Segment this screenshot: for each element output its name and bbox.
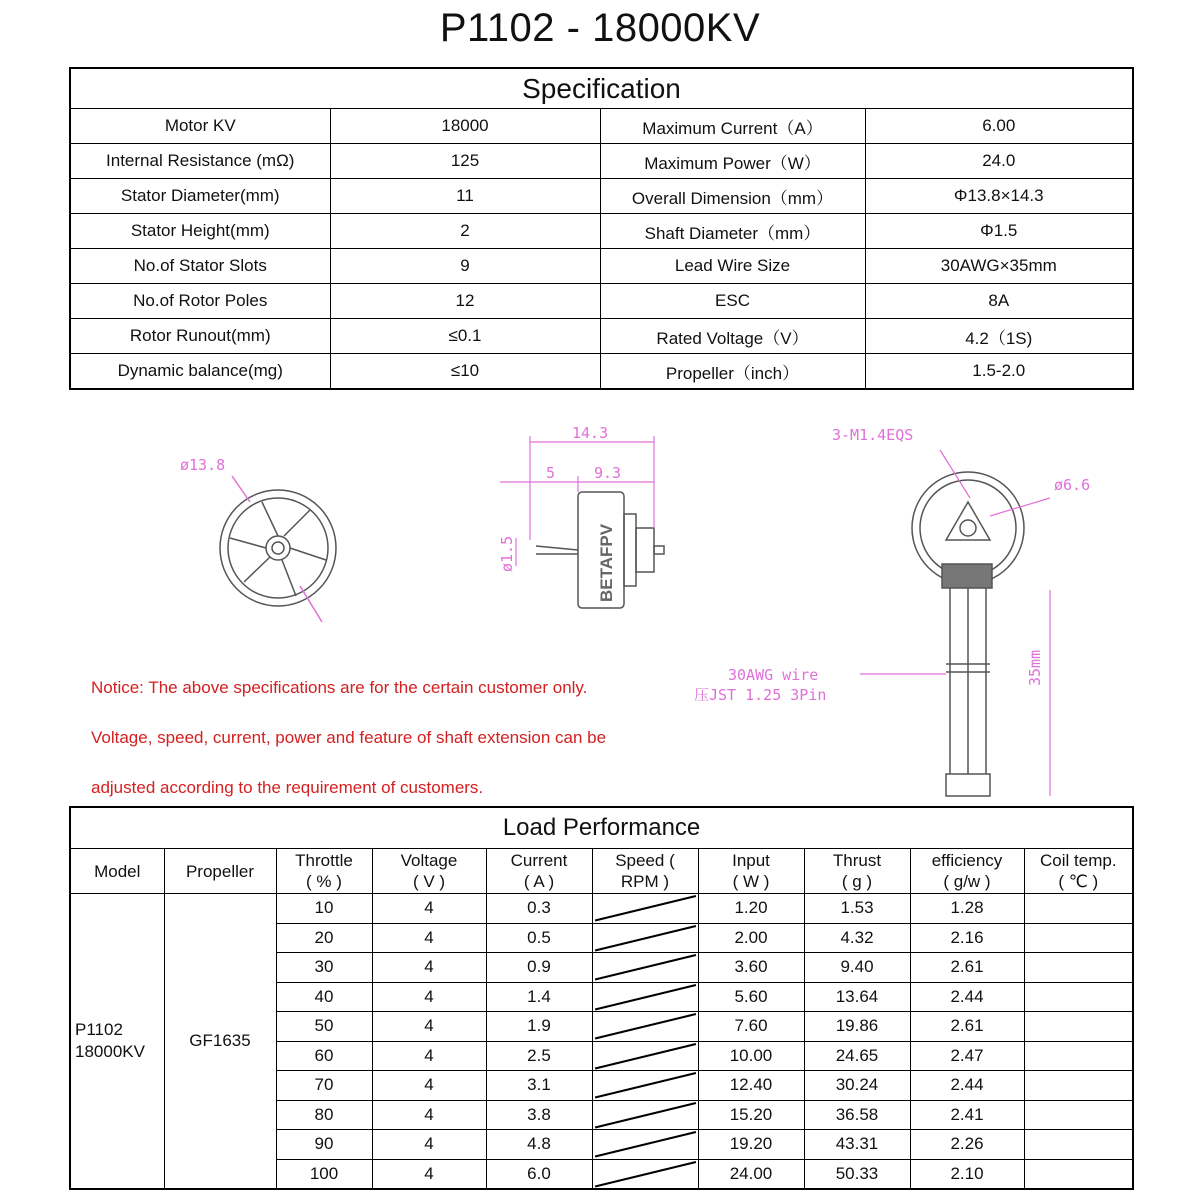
perf-cell: 13.64 xyxy=(804,982,910,1012)
perf-cell: 19.20 xyxy=(698,1130,804,1160)
spec-cell: Rotor Runout(mm) xyxy=(70,319,330,354)
perf-column-header: Voltage ( V ) xyxy=(372,849,486,894)
notice-line-2: Voltage, speed, current, power and feature of shaft extension can be xyxy=(91,728,607,747)
spec-cell: 8A xyxy=(865,284,1133,319)
spec-cell: Stator Height(mm) xyxy=(70,214,330,249)
perf-rows xyxy=(70,894,1133,1190)
perf-cell: 2.00 xyxy=(698,923,804,953)
notice-line-3: adjusted according to the requirement of customers. xyxy=(91,778,484,797)
perf-cell: 4.32 xyxy=(804,923,910,953)
coil-temp-cell xyxy=(1024,1159,1133,1189)
spec-cell: Internal Resistance (mΩ) xyxy=(70,144,330,179)
perf-column-header: Throttle ( % ) xyxy=(276,849,372,894)
speed-cell-struck xyxy=(592,923,698,953)
perf-cell: 3.60 xyxy=(698,953,804,983)
perf-column-header: Coil temp. ( ℃ ) xyxy=(1024,849,1133,894)
perf-cell: 19.86 xyxy=(804,1012,910,1042)
spec-cell: 6.00 xyxy=(865,109,1133,144)
perf-cell: 30.24 xyxy=(804,1071,910,1101)
speed-cell-struck xyxy=(592,953,698,983)
spec-cell: 1.5-2.0 xyxy=(865,354,1133,390)
perf-column-header: Propeller xyxy=(164,849,276,894)
perf-cell: 4 xyxy=(372,953,486,983)
spec-row xyxy=(70,214,1133,249)
perf-column-header: Speed ( RPM ) xyxy=(592,849,698,894)
perf-cell: 2.41 xyxy=(910,1100,1024,1130)
spec-row xyxy=(70,284,1133,319)
spec-row xyxy=(70,109,1133,144)
coil-temp-cell xyxy=(1024,953,1133,983)
perf-heading: Load Performance xyxy=(70,807,1133,849)
perf-cell: 43.31 xyxy=(804,1130,910,1160)
spec-cell: Dynamic balance(mg) xyxy=(70,354,330,390)
perf-cell: 2.44 xyxy=(910,1071,1024,1101)
spec-cell: No.of Rotor Poles xyxy=(70,284,330,319)
perf-column-header: Model xyxy=(70,849,164,894)
spec-cell: 11 xyxy=(330,179,600,214)
perf-cell: 50.33 xyxy=(804,1159,910,1189)
perf-column-header: Input ( W ) xyxy=(698,849,804,894)
perf-cell: 1.20 xyxy=(698,894,804,924)
speed-cell-struck xyxy=(592,1100,698,1130)
perf-cell: 3.1 xyxy=(486,1071,592,1101)
perf-cell: 10.00 xyxy=(698,1041,804,1071)
connector-label: 压JST 1.25 3Pin xyxy=(694,686,827,704)
perf-cell: 7.60 xyxy=(698,1012,804,1042)
speed-cell-struck xyxy=(592,894,698,924)
perf-cell: 3.8 xyxy=(486,1100,592,1130)
coil-temp-cell xyxy=(1024,982,1133,1012)
spec-cell: ≤10 xyxy=(330,354,600,390)
perf-cell: 2.47 xyxy=(910,1041,1024,1071)
perf-cell: 9.40 xyxy=(804,953,910,983)
spec-cell: Rated Voltage（V） xyxy=(600,319,865,354)
spec-cell: Overall Dimension（mm） xyxy=(600,179,865,214)
perf-cell: 4 xyxy=(372,1100,486,1130)
perf-cell: 6.0 xyxy=(486,1159,592,1189)
perf-cell: 4 xyxy=(372,923,486,953)
perf-cell: 2.26 xyxy=(910,1130,1024,1160)
speed-cell-struck xyxy=(592,1012,698,1042)
perf-cell: 4 xyxy=(372,894,486,924)
spec-cell: Lead Wire Size xyxy=(600,249,865,284)
perf-column-header: Thrust ( g ) xyxy=(804,849,910,894)
perf-cell: 70 xyxy=(276,1071,372,1101)
spec-row xyxy=(70,179,1133,214)
rear-diameter-label: ø6.6 xyxy=(1054,476,1091,494)
spec-row xyxy=(70,319,1133,354)
spec-cell: Motor KV xyxy=(70,109,330,144)
perf-cell: 4 xyxy=(372,1071,486,1101)
perf-cell: 4 xyxy=(372,1159,486,1189)
perf-cell: 4 xyxy=(372,1130,486,1160)
model-cell: P1102 18000KV xyxy=(70,894,164,1190)
spec-cell: Φ13.8×14.3 xyxy=(865,179,1133,214)
spec-row xyxy=(70,249,1133,284)
perf-cell: 2.61 xyxy=(910,1012,1024,1042)
spec-row xyxy=(70,144,1133,179)
perf-cell: 0.9 xyxy=(486,953,592,983)
spec-cell: 18000 xyxy=(330,109,600,144)
perf-cell: 2.10 xyxy=(910,1159,1024,1189)
segment2-label: 9.3 xyxy=(594,464,622,482)
perf-cell: 2.61 xyxy=(910,953,1024,983)
perf-cell: 4.8 xyxy=(486,1130,592,1160)
screw-label: 3-M1.4EQS xyxy=(832,426,914,444)
coil-temp-cell xyxy=(1024,1071,1133,1101)
perf-cell: 60 xyxy=(276,1041,372,1071)
segment1-label: 5 xyxy=(546,464,556,482)
spec-cell: 30AWG×35mm xyxy=(865,249,1133,284)
perf-cell: 100 xyxy=(276,1159,372,1189)
shaft-diameter-label: ø1.5 xyxy=(498,535,516,572)
spec-cell: 9 xyxy=(330,249,600,284)
perf-cell: 4 xyxy=(372,1041,486,1071)
perf-cell: 90 xyxy=(276,1130,372,1160)
coil-temp-cell xyxy=(1024,1012,1133,1042)
speed-cell-struck xyxy=(592,1071,698,1101)
coil-temp-cell xyxy=(1024,1130,1133,1160)
perf-cell: 36.58 xyxy=(804,1100,910,1130)
perf-cell: 1.28 xyxy=(910,894,1024,924)
perf-cell: 12.40 xyxy=(698,1071,804,1101)
perf-cell: 0.5 xyxy=(486,923,592,953)
length-label: 14.3 xyxy=(572,424,609,442)
spec-cell: Stator Diameter(mm) xyxy=(70,179,330,214)
perf-cell: 10 xyxy=(276,894,372,924)
perf-cell: 0.3 xyxy=(486,894,592,924)
motor-drawings xyxy=(0,410,1200,810)
page-title: P1102 - 18000KV xyxy=(439,6,761,50)
speed-cell-struck xyxy=(592,1159,698,1189)
notice-line-1: Notice: The above specifications are for the certain customer only. xyxy=(91,678,588,697)
coil-temp-cell xyxy=(1024,1100,1133,1130)
perf-cell: 2.16 xyxy=(910,923,1024,953)
spec-cell: Shaft Diameter（mm） xyxy=(600,214,865,249)
speed-cell-struck xyxy=(592,1130,698,1160)
wire-label: 30AWG wire xyxy=(728,666,819,684)
coil-temp-cell xyxy=(1024,923,1133,953)
perf-cell: 4 xyxy=(372,1012,486,1042)
speed-cell-struck xyxy=(592,1041,698,1071)
perf-cell: 1.4 xyxy=(486,982,592,1012)
wire-length-label: 35mm xyxy=(1026,649,1044,686)
perf-cell: 1.53 xyxy=(804,894,910,924)
perf-cell: 50 xyxy=(276,1012,372,1042)
spec-cell: 24.0 xyxy=(865,144,1133,179)
perf-cell: 5.60 xyxy=(698,982,804,1012)
coil-temp-cell xyxy=(1024,1041,1133,1071)
perf-cell: 80 xyxy=(276,1100,372,1130)
table-row xyxy=(70,894,1133,924)
specification-table xyxy=(69,67,1134,390)
perf-cell: 1.9 xyxy=(486,1012,592,1042)
speed-cell-struck xyxy=(592,982,698,1012)
spec-cell: ESC xyxy=(600,284,865,319)
coil-temp-cell xyxy=(1024,894,1133,924)
perf-column-header: Current ( A ) xyxy=(486,849,592,894)
perf-cell: 20 xyxy=(276,923,372,953)
spec-cell: 4.2（1S) xyxy=(865,319,1133,354)
spec-cell: Maximum Current（A） xyxy=(600,109,865,144)
rear-view-drawing xyxy=(912,472,1024,796)
propeller-cell: GF1635 xyxy=(164,894,276,1190)
front-diameter-label: ø13.8 xyxy=(180,456,226,474)
spec-cell: 2 xyxy=(330,214,600,249)
spec-cell: Φ1.5 xyxy=(865,214,1133,249)
perf-cell: 24.65 xyxy=(804,1041,910,1071)
spec-cell: Maximum Power（W） xyxy=(600,144,865,179)
spec-cell: No.of Stator Slots xyxy=(70,249,330,284)
spec-row xyxy=(70,354,1133,390)
spec-cell: ≤0.1 xyxy=(330,319,600,354)
perf-cell: 2.44 xyxy=(910,982,1024,1012)
perf-cell: 30 xyxy=(276,953,372,983)
spec-rows xyxy=(70,109,1133,390)
perf-cell: 15.20 xyxy=(698,1100,804,1130)
perf-cell: 2.5 xyxy=(486,1041,592,1071)
spec-cell: Propeller（inch） xyxy=(600,354,865,390)
front-view-drawing xyxy=(220,490,336,606)
perf-column-header: efficiency ( g/w ) xyxy=(910,849,1024,894)
perf-cell: 40 xyxy=(276,982,372,1012)
brand-text: BETAFPV xyxy=(597,523,616,602)
spec-cell: 12 xyxy=(330,284,600,319)
load-performance-table xyxy=(69,806,1134,1190)
spec-heading: Specification xyxy=(70,68,1133,109)
perf-column-headers xyxy=(70,849,1133,894)
perf-cell: 4 xyxy=(372,982,486,1012)
spec-cell: 125 xyxy=(330,144,600,179)
perf-cell: 24.00 xyxy=(698,1159,804,1189)
